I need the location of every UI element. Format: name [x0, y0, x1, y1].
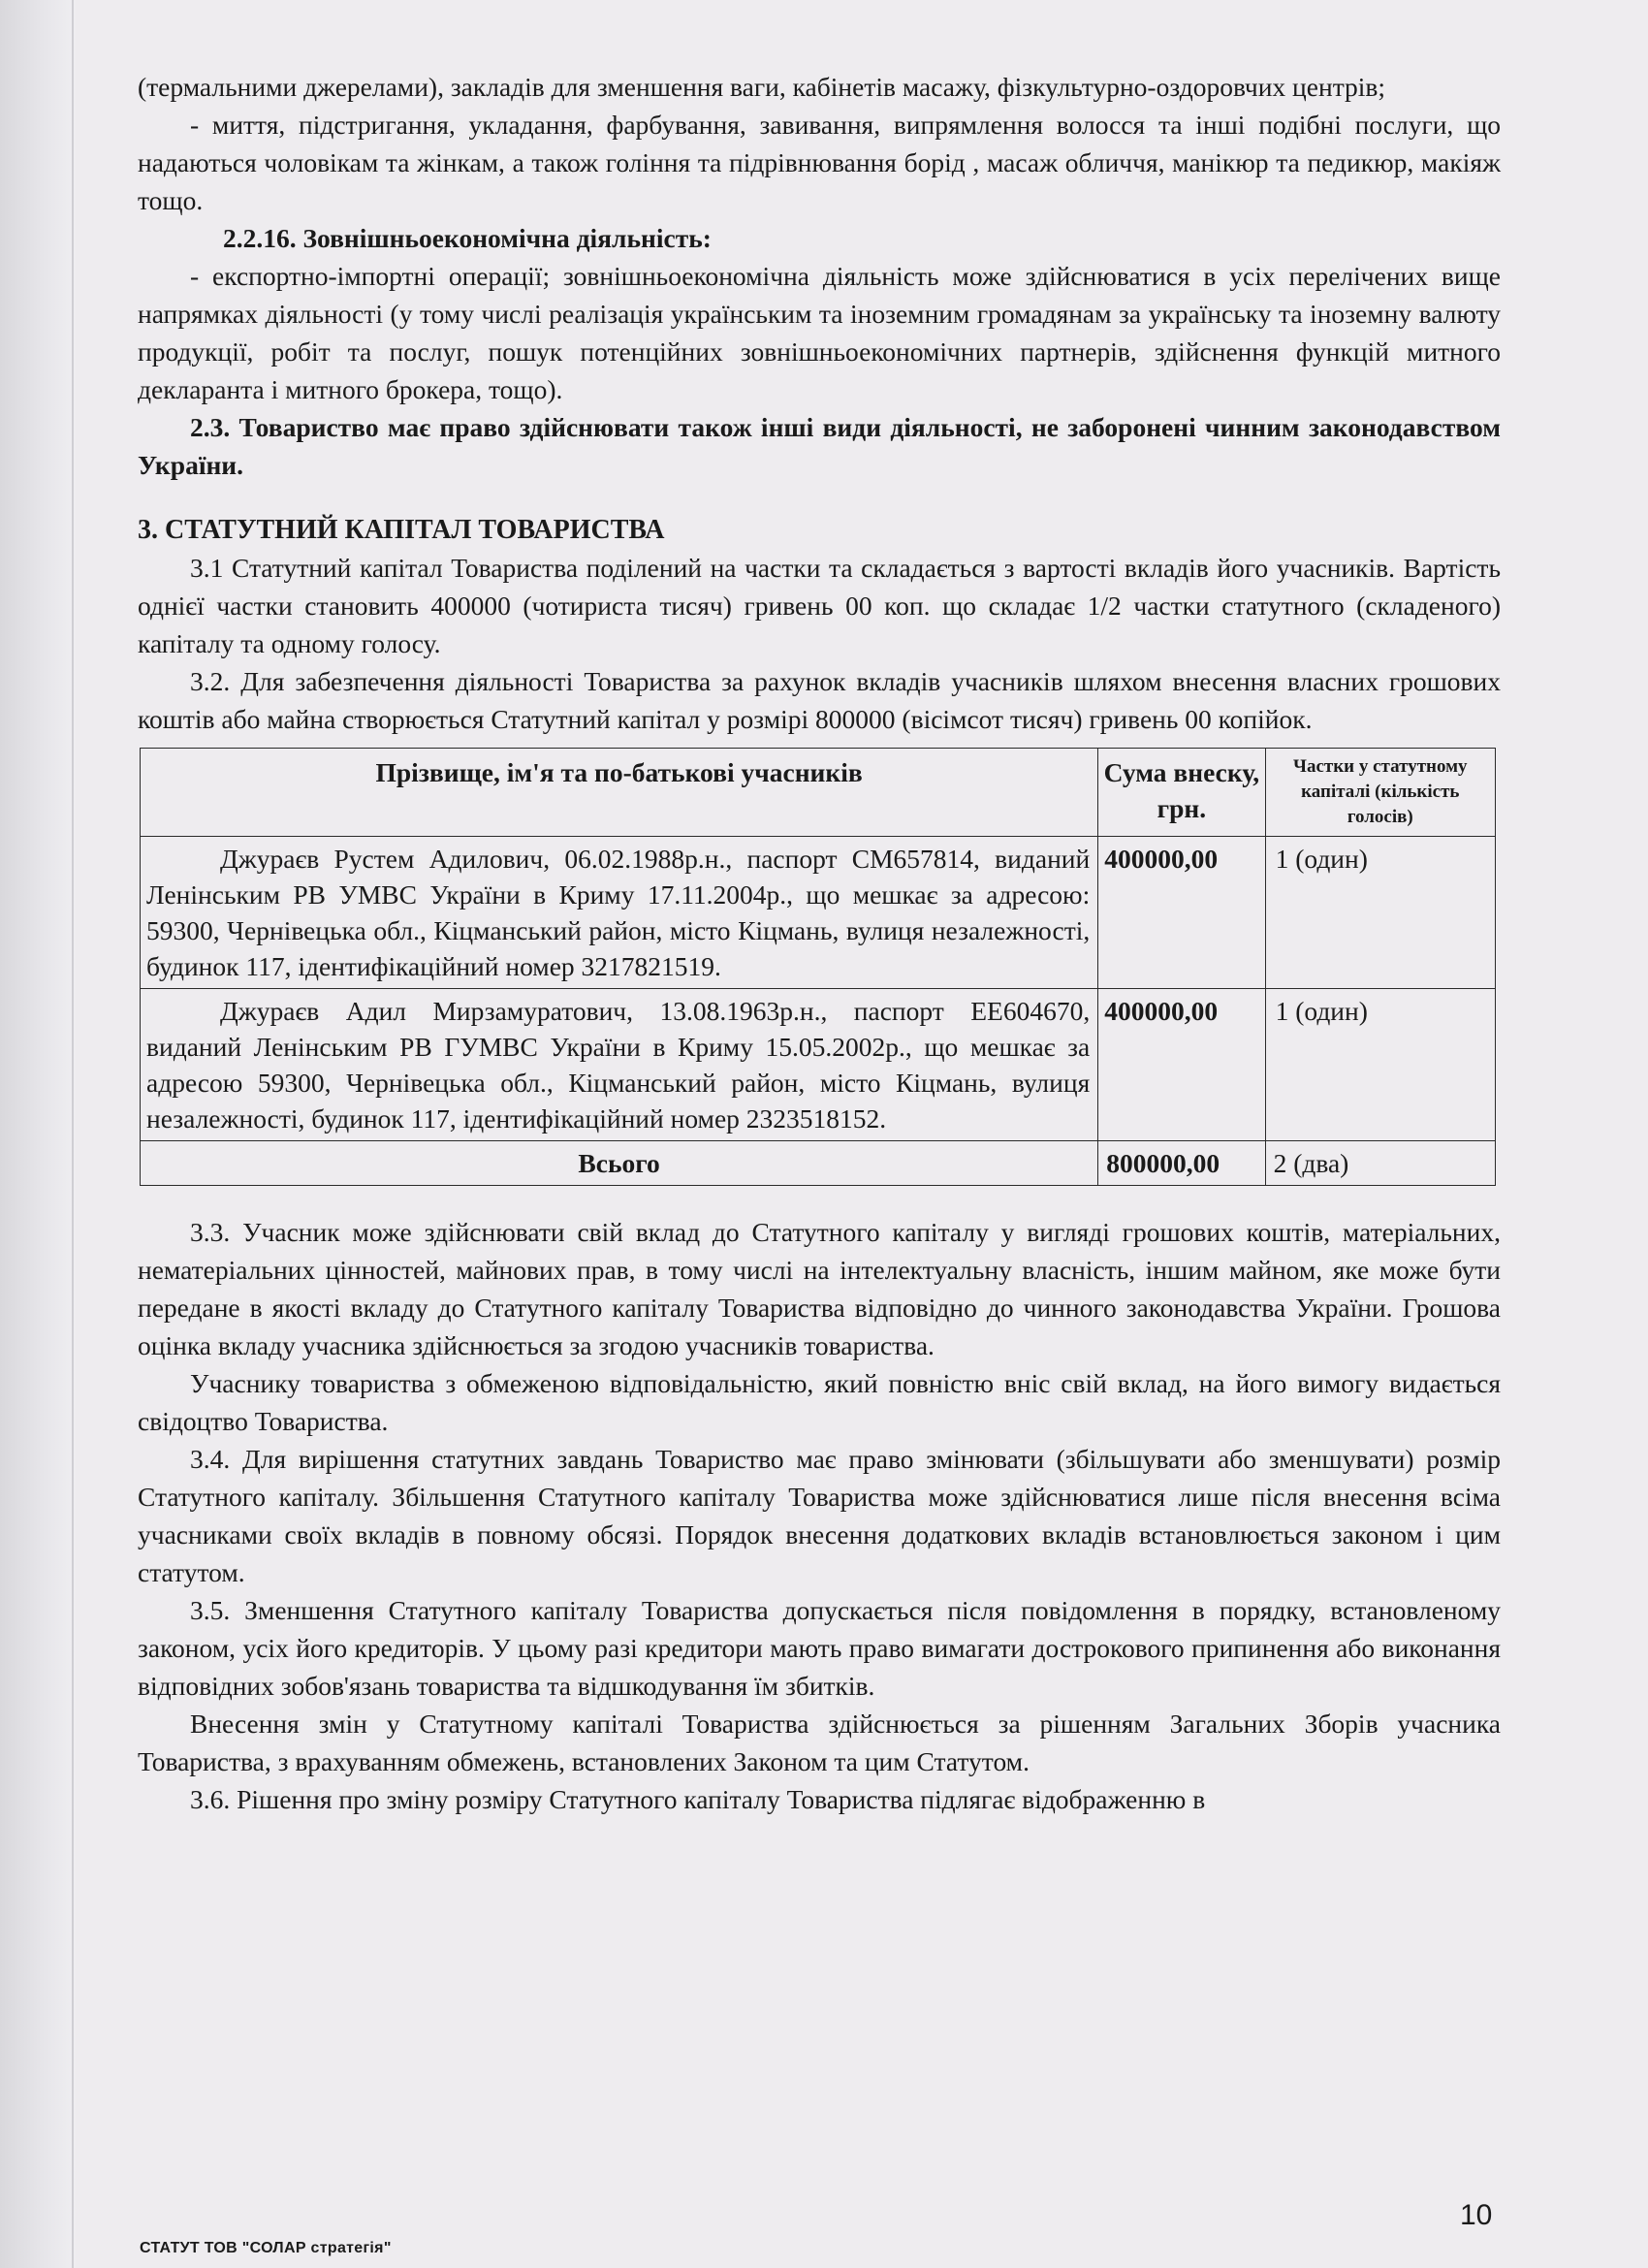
paragraph: - експортно-імпортні операції; зовнішньоекономічна діяльність може здійснюватися в усіх перелічених вище напрямках діяльності (у тому числі реалізація українським та іноземним громадянам за українську та іноземну валюту продукції, робіт та послуг, пошук потенційних зовнішньоекономічних партнерів, здійснення функцій митного декларанта і митного брокера, тощо). [138, 261, 1501, 404]
total-label: Всього [141, 1141, 1098, 1186]
document-body [138, 68, 1501, 1818]
header-sum: Сума внеску, грн. [1098, 749, 1265, 837]
total-share: 2 (два) [1265, 1141, 1495, 1186]
table-row [141, 989, 1496, 1141]
paragraph: (термальними джерелами), закладів для зменшення ваги, кабінетів масажу, фізкультурно-оздоровчих центрів; [138, 72, 1386, 102]
paragraph: Учаснику товариства з обмеженою відповідальністю, який повністю вніс свій вклад, на його вимогу видається свідоцтво Товариства. [138, 1368, 1501, 1436]
paragraph: 3.5. Зменшення Статутного капіталу Товариства допускається після повідомлення в порядку, встановленому законом, усіх його кредиторів. У цьому разі кредитори мають право вимагати дострокового припинення або виконання відповідних зобов'язань товариства та відшкодування їм збитків. [138, 1595, 1501, 1701]
member-share: 1 (один) [1265, 837, 1495, 989]
table-row [141, 837, 1496, 989]
header-name: Прізвище, ім'я та по-батькові учасників [141, 749, 1098, 837]
paragraph-bold: 2.3. Товариство має право здійснювати також інші види діяльності, не заборонені чинним законодавством України. [138, 412, 1501, 480]
paragraph: 3.3. Учасник може здійснювати свій вклад до Статутного капіталу у вигляді грошових коштів, матеріальних, нематеріальних цінностей, майнових прав, в тому числі на інтелектуальну власність, іншим майном, яке може бути передане в якості вкладу до Статутного капіталу Товариства відповідно до чинного законодавства України. Грошова оцінка вкладу учасника здійснюється за згодою учасників товариства. [138, 1217, 1501, 1360]
document-footer: СТАТУТ ТОВ "СОЛАР стратегія" [140, 2240, 392, 2256]
member-name: Джураєв Рустем Адилович, 06.02.1988р.н., паспорт СМ657814, виданий Ленінським РВ УМВС України в Криму 17.11.2004р., що мешкає за адресою: 59300, Чернівецька обл., Кіцманський район, місто Кіцмань, вулиця незалежності, будинок 117, ідентифікаційний номер 3217821519. [141, 837, 1098, 989]
member-name: Джураєв Адил Мирзамуратович, 13.08.1963р.н., паспорт ЕЕ604670, виданий Ленінським РВ ГУМВС України в Криму 15.05.2002р., що мешкає за адресою 59300, Чернівецька обл., Кіцманський район, місто Кіцмань, вулиця незалежності, будинок 117, ідентифікаційний номер 2323518152. [141, 989, 1098, 1141]
paragraph: 3.6. Рішення про зміну розміру Статутного капіталу Товариства підлягає відображенню в [190, 1784, 1206, 1814]
paragraph: Внесення змін у Статутному капіталі Товариства здійснюється за рішенням Загальних Зборів учасника Товариства, з врахуванням обмежень, встановлених Законом та цим Статутом. [138, 1709, 1501, 1776]
page-binding-line [72, 0, 74, 2268]
paragraph: 3.2. Для забезпечення діяльності Товариства за рахунок вкладів учасників шляхом внесення власних грошових коштів або майна створюється Статутний капітал у розмірі 800000 (вісімсот тисяч) гривень 00 копійок. [138, 666, 1501, 734]
members-table [140, 748, 1496, 1186]
page-number: 10 [1460, 2199, 1493, 2231]
member-sum: 400000,00 [1098, 837, 1265, 989]
member-share: 1 (один) [1265, 989, 1495, 1141]
total-sum: 800000,00 [1098, 1141, 1265, 1186]
table-header-row [141, 749, 1496, 837]
table-total-row [141, 1141, 1496, 1186]
paragraph: - миття, підстригання, укладання, фарбування, завивання, випрямлення волосся та інші подібні послуги, що надаються чоловікам та жінкам, а також гоління та підрівнювання борід , масаж обличчя, манікюр та педикюр, макіяж тощо. [138, 110, 1501, 215]
paragraph: 3.1 Статутний капітал Товариства поділений на частки та складається з вартості вкладів його учасників. Вартість однієї частки становить 400000 (чотириста тисяч) гривень 00 коп. що складає 1/2 частки статутного (складеного) капіталу та одному голосу. [138, 553, 1501, 658]
header-share: Частки у статутному капіталі (кількість голосів) [1265, 749, 1495, 837]
subsection-heading: 2.2.16. Зовнішньоекономічна діяльність: [223, 223, 712, 253]
paragraph: 3.4. Для вирішення статутних завдань Товариство має право змінювати (збільшувати або зменшувати) розмір Статутного капіталу. Збільшення Статутного капіталу Товариства може здійснюватися лише після внесення всіма учасниками своїх вкладів в повному обсязі. Порядок внесення додаткових вкладів встановлюється законом і цим статутом. [138, 1444, 1501, 1587]
page-binding-edge [0, 0, 76, 2268]
member-sum: 400000,00 [1098, 989, 1265, 1141]
section-heading: 3. СТАТУТНИЙ КАПІТАЛ ТОВАРИСТВА [138, 515, 665, 545]
